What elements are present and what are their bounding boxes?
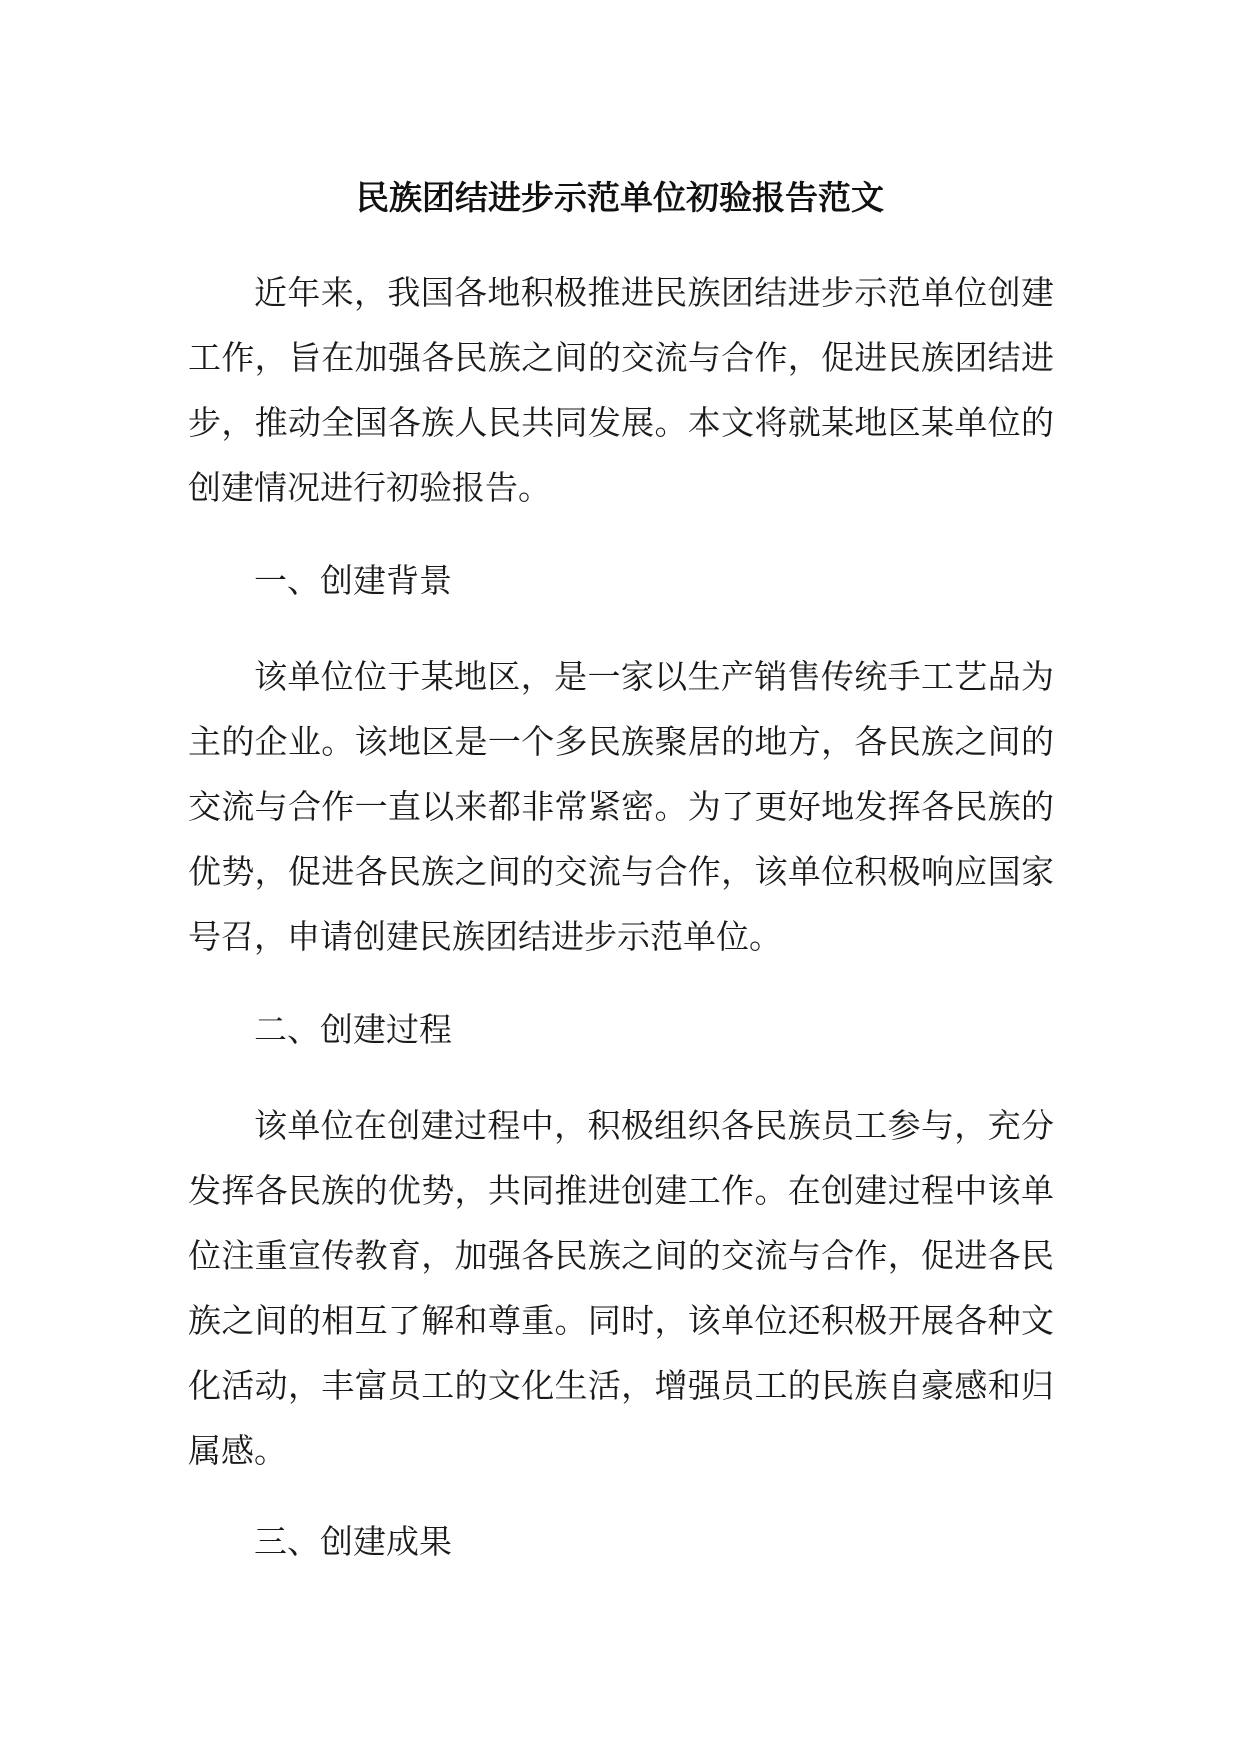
section-paragraph-process: 该单位在创建过程中，积极组织各民族员工参与，充分发挥各民族的优势，共同推进创建工作。在创建过程中该单位注重宣传教育，加强各民族之间的交流与合作，促进各民族之间的相互了解和尊重。同时，该单位还积极开展各种文化活动，丰富员工的文化生活，增强员工的民族自豪感和归属感。 [188, 1106, 1054, 1470]
section-heading-process: 二、创建过程 [254, 1010, 452, 1049]
section-paragraph-background: 该单位位于某地区，是一家以生产销售传统手工艺品为主的企业。该地区是一个多民族聚居的地方，各民族之间的交流与合作一直以来都非常紧密。为了更好地发挥各民族的优势，促进各民族之间的交流与合作，该单位积极响应国家号召，申请创建民族团结进步示范单位。 [188, 657, 1054, 956]
section-heading-background: 一、创建背景 [254, 561, 452, 600]
intro-paragraph: 近年来，我国各地积极推进民族团结进步示范单位创建工作，旨在加强各民族之间的交流与合作，促进民族团结进步，推动全国各族人民共同发展。本文将就某地区某单位的创建情况进行初验报告。 [188, 273, 1054, 507]
section-heading-results: 三、创建成果 [254, 1522, 452, 1561]
document-title: 民族团结进步示范单位初验报告范文 [356, 178, 884, 217]
